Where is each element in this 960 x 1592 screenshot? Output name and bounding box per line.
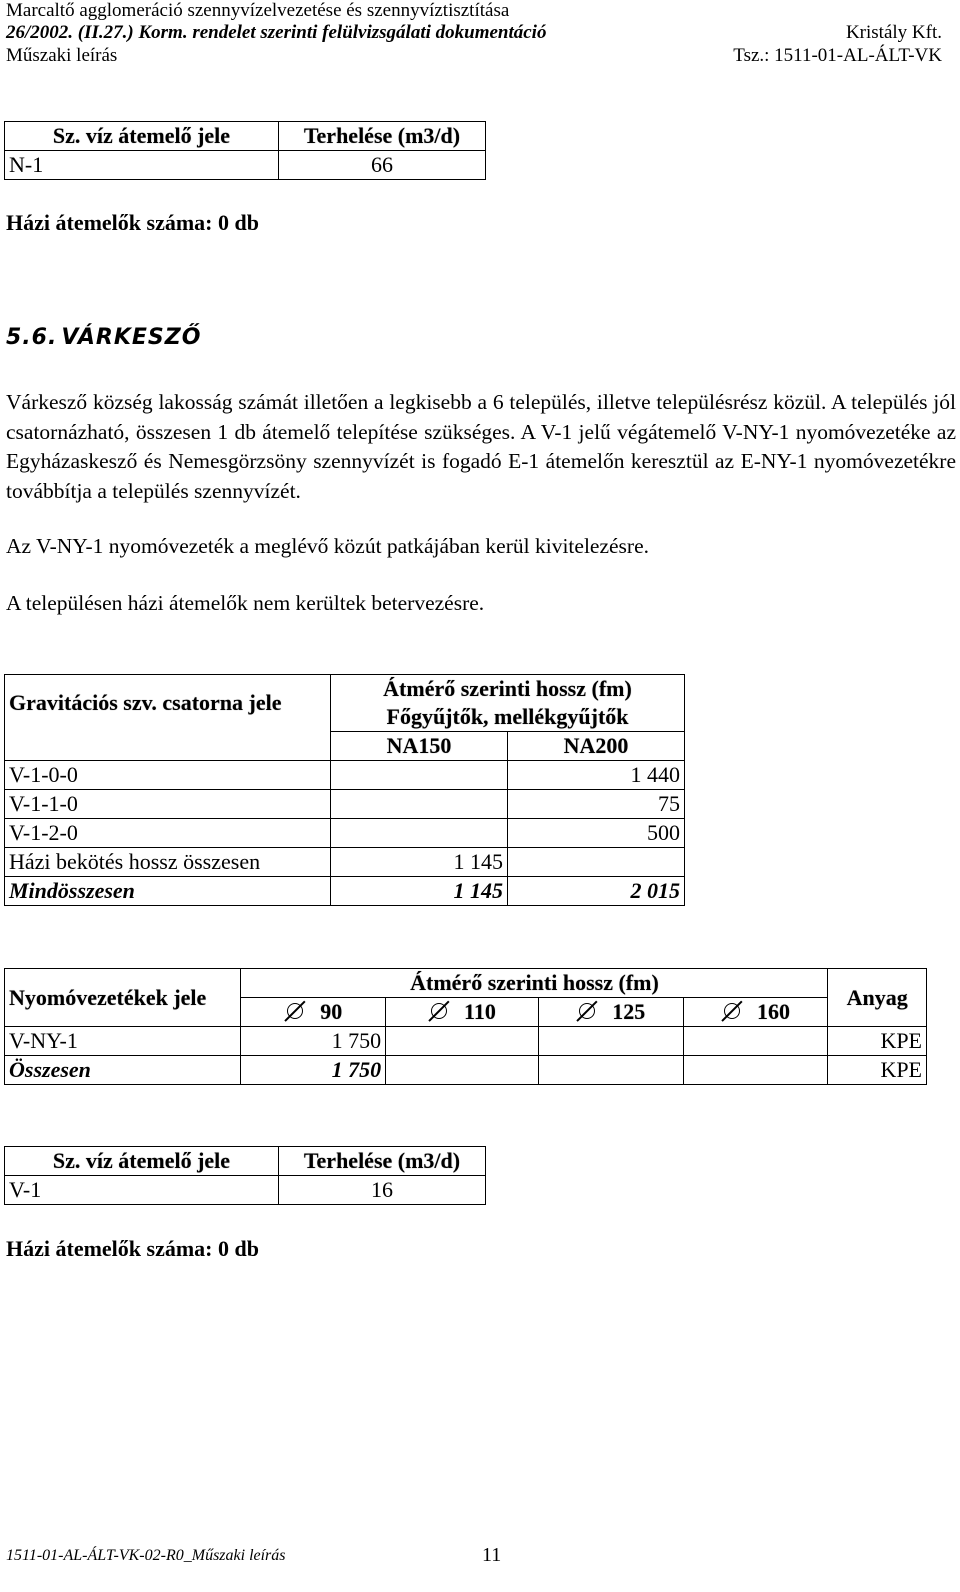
table-header-cell bbox=[331, 675, 685, 732]
header-regulation: 26/2002. (II.27.) Korm. rendelet szerinti felülvizsgálati dokumentáció bbox=[6, 22, 547, 43]
pump-load-table-n1 bbox=[4, 121, 486, 180]
table-cell bbox=[331, 789, 508, 818]
header-tsz: Tsz.: 1511-01-AL-ÁLT-VK bbox=[733, 45, 942, 66]
table-header-cell: NA200 bbox=[508, 731, 685, 760]
table-header-cell: Gravitációs szv. csatorna jele bbox=[5, 675, 331, 732]
table-cell: 1 750 bbox=[241, 1027, 386, 1056]
pump-load-table-v1 bbox=[4, 1146, 486, 1205]
table-cell: KPE bbox=[828, 1027, 927, 1056]
diameter-icon bbox=[428, 1000, 450, 1022]
table-cell: Házi bekötés hossz összesen bbox=[5, 847, 331, 876]
section-title: VÁRKESZŐ bbox=[61, 325, 202, 350]
house-pumps-count-n1: Házi átemelők száma: 0 db bbox=[6, 210, 259, 235]
table-header-cell: Terhelése (m3/d) bbox=[279, 1147, 486, 1176]
table-cell: 1 145 bbox=[331, 876, 508, 905]
table-cell bbox=[508, 847, 685, 876]
pressure-pipe-table bbox=[4, 968, 927, 1085]
table-header-cell: Átmérő szerinti hossz (fm) bbox=[241, 969, 828, 998]
header-project-title: Marcaltő agglomeráció szennyvízelvezetése és szennyvíztisztítása bbox=[6, 0, 510, 21]
table-header-row bbox=[5, 969, 927, 998]
table-cell: 66 bbox=[279, 151, 486, 180]
table-row bbox=[5, 1027, 927, 1056]
paragraph: Az V-NY-1 nyomóvezeték a meglévő közút patkájában kerül kivitelezésre. bbox=[6, 534, 649, 558]
table-cell: Mindösszesen bbox=[5, 876, 331, 905]
table-header-row bbox=[5, 731, 685, 760]
table-header-cell bbox=[683, 998, 828, 1027]
table-cell bbox=[386, 1027, 539, 1056]
group-header-collectors: Főgyűjtők, mellékgyűjtők bbox=[386, 704, 629, 729]
diameter-label: 125 bbox=[612, 999, 646, 1024]
table-cell bbox=[683, 1027, 828, 1056]
footer-doc-id: 1511-01-AL-ÁLT-VK-02-R0_Műszaki leírás bbox=[6, 1547, 286, 1564]
table-total-row bbox=[5, 1056, 927, 1085]
diameter-icon bbox=[721, 1000, 743, 1022]
table-cell bbox=[538, 1056, 683, 1085]
table-header-cell: NA150 bbox=[331, 731, 508, 760]
table-cell bbox=[683, 1056, 828, 1085]
table-row bbox=[5, 760, 685, 789]
paragraph: A településen házi átemelők nem kerültek betervezésre. bbox=[6, 591, 485, 615]
gravity-sewer-table bbox=[4, 674, 685, 906]
table-cell: V-1 bbox=[5, 1176, 279, 1205]
table-cell: Összesen bbox=[5, 1056, 241, 1085]
table-cell bbox=[386, 1056, 539, 1085]
table-cell: 500 bbox=[508, 818, 685, 847]
diameter-icon bbox=[576, 1000, 598, 1022]
diameter-label: 110 bbox=[464, 999, 496, 1024]
table-row bbox=[5, 1176, 486, 1205]
table-cell: 16 bbox=[279, 1176, 486, 1205]
table-cell: N-1 bbox=[5, 151, 279, 180]
table-cell: 2 015 bbox=[508, 876, 685, 905]
group-header-diameter: Átmérő szerinti hossz (fm) bbox=[383, 676, 632, 701]
section-number: 5.6. bbox=[6, 325, 58, 350]
table-header-row bbox=[5, 122, 486, 151]
table-cell bbox=[538, 1027, 683, 1056]
diameter-label: 90 bbox=[320, 999, 343, 1024]
table-row bbox=[5, 818, 685, 847]
table-row bbox=[5, 151, 486, 180]
table-cell: 1 145 bbox=[331, 847, 508, 876]
table-cell bbox=[331, 818, 508, 847]
table-header-cell bbox=[5, 731, 331, 760]
table-header-cell: Anyag bbox=[828, 969, 927, 1027]
table-header-row bbox=[5, 1147, 486, 1176]
table-header-row bbox=[5, 675, 685, 732]
table-header-cell: Terhelése (m3/d) bbox=[279, 122, 486, 151]
diameter-label: 160 bbox=[757, 999, 791, 1024]
paragraph: Várkesző község lakosság számát illetően a legkisebb a 6 település, illetve településrész közül. A település jól csatornázható, összesen 1 db átemelő telepítése szükséges. A V-1 jelű végátemelő V-NY-1 nyomóvezetéke az Egyházaskesző és Nemesgörzsöny szennyvízét is fogadó E-1 átemelőn keresztül az E-NY-1 nyomóvezetékre továbbítja a település szennyvízét. bbox=[6, 390, 956, 503]
table-total-row bbox=[5, 876, 685, 905]
page-number: 11 bbox=[482, 1544, 502, 1566]
header-doc-type: Műszaki leírás bbox=[6, 45, 118, 66]
table-cell: V-1-1-0 bbox=[5, 789, 331, 818]
table-row bbox=[5, 789, 685, 818]
table-cell: V-1-0-0 bbox=[5, 760, 331, 789]
table-cell: V-NY-1 bbox=[5, 1027, 241, 1056]
table-cell: 75 bbox=[508, 789, 685, 818]
table-header-cell: Sz. víz átemelő jele bbox=[5, 1147, 279, 1176]
header-company: Kristály Kft. bbox=[845, 22, 942, 43]
table-header-cell bbox=[241, 998, 386, 1027]
table-cell: V-1-2-0 bbox=[5, 818, 331, 847]
table-header-cell: Sz. víz átemelő jele bbox=[5, 122, 279, 151]
table-cell bbox=[331, 760, 508, 789]
table-header-cell bbox=[386, 998, 539, 1027]
table-cell: 1 750 bbox=[241, 1056, 386, 1085]
section-heading bbox=[6, 325, 201, 350]
table-header-cell: Nyomóvezetékek jele bbox=[5, 969, 241, 1027]
table-cell: KPE bbox=[828, 1056, 927, 1085]
table-cell: 1 440 bbox=[508, 760, 685, 789]
table-row bbox=[5, 847, 685, 876]
house-pumps-count-v1: Házi átemelők száma: 0 db bbox=[6, 1236, 259, 1261]
diameter-icon bbox=[284, 1000, 306, 1022]
table-header-cell bbox=[538, 998, 683, 1027]
